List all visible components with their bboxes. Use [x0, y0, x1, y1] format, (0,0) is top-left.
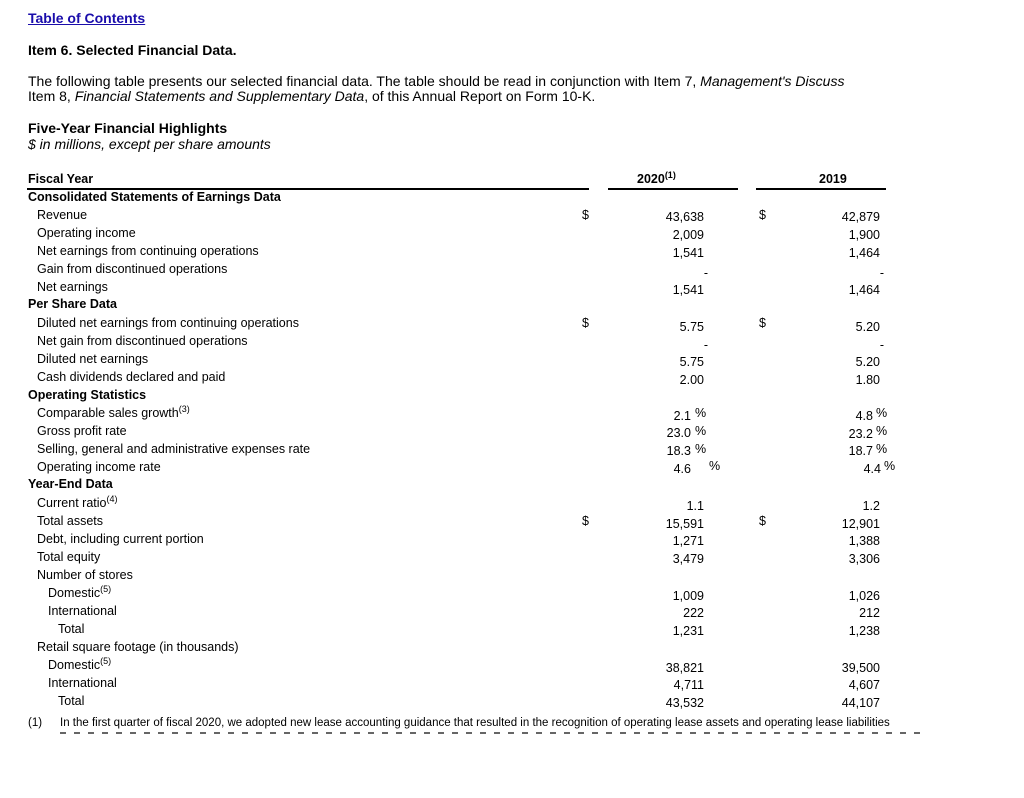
row-label-number-of-stores: Number of stores	[37, 568, 133, 582]
row-label-sqft-international: International	[48, 676, 117, 690]
currency-total-assets-2019: $	[759, 514, 766, 528]
footnote-cutoff-line	[60, 732, 920, 734]
row-label-net-gain-discontinued: Net gain from discontinued operations	[37, 334, 248, 348]
pct-operating-income-rate-2019: %	[884, 459, 896, 473]
value-sqft-domestic-2019: 39,500	[841, 661, 880, 675]
pct-gross-profit-2019: %	[876, 424, 888, 438]
value-stores-total-2020: 1,231	[672, 624, 704, 638]
sqft-domestic-text: Domestic	[48, 658, 101, 672]
value-net-earnings-continuing-2019: 1,464	[848, 246, 880, 260]
currency-diluted-2020: $	[582, 316, 589, 330]
intro-line-1	[28, 74, 844, 89]
value-operating-income-rate-2020: 4.6	[673, 462, 691, 476]
currency-revenue-2020: $	[582, 208, 589, 222]
row-label-total-assets: Total assets	[37, 514, 104, 528]
col-2020-header	[637, 169, 676, 186]
row-label-operating-income: Operating income	[37, 226, 136, 240]
value-net-earnings-2020: 1,541	[672, 283, 704, 297]
stores-domestic-text: Domestic	[48, 586, 101, 600]
value-total-assets-2020: 15,591	[665, 517, 704, 531]
col-2020-label: 2020	[637, 172, 665, 186]
currency-revenue-2019: $	[759, 208, 766, 222]
value-gross-profit-2019: 23.2	[848, 427, 873, 441]
value-total-assets-2019: 12,901	[841, 517, 880, 531]
value-sqft-international-2019: 4,607	[848, 678, 880, 692]
comparable-sales-footnote-ref: (3)	[178, 403, 190, 414]
col-2019-header: 2019	[819, 172, 847, 186]
row-label-net-earnings-continuing: Net earnings from continuing operations	[37, 244, 259, 258]
value-gain-discontinued-2020: -	[703, 266, 708, 280]
value-net-gain-discontinued-2020: -	[703, 338, 708, 352]
value-current-ratio-2019: 1.2	[862, 499, 880, 513]
section-year-end: Year-End Data	[28, 477, 113, 491]
currency-diluted-2019: $	[759, 316, 766, 330]
item-title: Item 6. Selected Financial Data.	[28, 42, 237, 58]
stores-domestic-footnote-ref: (5)	[100, 583, 112, 594]
row-label-sqft-domestic	[48, 655, 112, 672]
value-diluted-continuing-2020: 5.75	[679, 320, 704, 334]
header-rule-2020	[608, 188, 738, 190]
pct-comparable-sales-2020: %	[695, 406, 707, 420]
footnote-cutoff-dashes	[60, 732, 920, 734]
value-comparable-sales-2020: 2.1	[673, 409, 691, 423]
value-current-ratio-2020: 1.1	[686, 499, 704, 513]
value-revenue-2019: 42,879	[841, 210, 880, 224]
pct-comparable-sales-2019: %	[876, 406, 888, 420]
pct-sga-rate-2020: %	[695, 442, 707, 456]
intro-text-2a: Item 8,	[28, 88, 75, 104]
value-stores-domestic-2020: 1,009	[672, 589, 704, 603]
row-label-dividends: Cash dividends declared and paid	[37, 370, 226, 384]
intro-text-1b: Management's Discuss	[700, 73, 845, 89]
value-stores-domestic-2019: 1,026	[848, 589, 880, 603]
value-sga-rate-2020: 18.3	[666, 444, 691, 458]
value-gain-discontinued-2019: -	[879, 266, 884, 280]
row-label-diluted-net: Diluted net earnings	[37, 352, 149, 366]
value-sqft-total-2019: 44,107	[841, 696, 880, 710]
header-rule-2019	[756, 188, 886, 190]
section-operating-statistics: Operating Statistics	[28, 388, 147, 402]
pct-sga-rate-2019: %	[876, 442, 888, 456]
value-diluted-net-2019: 5.20	[855, 355, 880, 369]
value-total-equity-2020: 3,479	[672, 552, 704, 566]
footnote-text: In the first quarter of fiscal 2020, we adopted new lease accounting guidance that resulted in the recognition of operating lease assets and operating lease liabilities	[60, 717, 890, 729]
value-stores-international-2020: 222	[683, 606, 704, 620]
value-diluted-net-2020: 5.75	[679, 355, 704, 369]
intro-text-2b: Financial Statements and Supplementary Data	[74, 88, 365, 104]
section-per-share: Per Share Data	[28, 297, 117, 311]
current-ratio-text: Current ratio	[37, 496, 107, 510]
value-net-earnings-2019: 1,464	[848, 283, 880, 297]
value-diluted-continuing-2019: 5.20	[855, 320, 880, 334]
value-total-equity-2019: 3,306	[848, 552, 880, 566]
value-sga-rate-2019: 18.7	[848, 444, 873, 458]
value-dividends-2019: 1.80	[855, 373, 880, 387]
row-label-current-ratio	[37, 493, 118, 510]
row-label-revenue: Revenue	[37, 208, 88, 222]
footnote-marker: (1)	[28, 717, 43, 729]
row-label-retail-square-footage: Retail square footage (in thousands)	[37, 640, 239, 654]
value-net-gain-discontinued-2019: -	[879, 338, 884, 352]
row-label-debt: Debt, including current portion	[37, 532, 204, 546]
fiscal-year-label: Fiscal Year	[28, 172, 94, 186]
row-label-stores-total: Total	[58, 622, 85, 636]
table-of-contents-link[interactable]: Table of Contents	[28, 10, 146, 26]
value-net-earnings-continuing-2020: 1,541	[672, 246, 704, 260]
value-sqft-domestic-2020: 38,821	[665, 661, 704, 675]
row-label-diluted-continuing: Diluted net earnings from continuing operations	[37, 316, 299, 330]
row-label-sqft-total: Total	[58, 694, 85, 708]
intro-line-2	[28, 89, 595, 104]
sqft-domestic-footnote-ref: (5)	[100, 655, 112, 666]
col-2020-footnote-ref: (1)	[664, 169, 676, 180]
value-operating-income-rate-2019: 4.4	[863, 462, 881, 476]
row-label-sga-rate: Selling, general and administrative expenses rate	[37, 442, 311, 456]
value-debt-2020: 1,271	[672, 534, 704, 548]
section-earnings: Consolidated Statements of Earnings Data	[28, 190, 281, 204]
row-label-total-equity: Total equity	[37, 550, 101, 564]
intro-text-1a: The following table presents our selected financial data. The table should be read in conjunction with Item 7,	[28, 73, 701, 89]
value-operating-income-2020: 2,009	[672, 228, 704, 242]
value-revenue-2020: 43,638	[665, 210, 704, 224]
value-stores-total-2019: 1,238	[848, 624, 880, 638]
comparable-sales-text: Comparable sales growth	[37, 406, 179, 420]
intro-text-2c: , of this Annual Report on Form 10-K.	[364, 88, 596, 104]
value-comparable-sales-2019: 4.8	[855, 409, 873, 423]
row-label-stores-international: International	[48, 604, 117, 618]
value-operating-income-2019: 1,900	[848, 228, 880, 242]
current-ratio-footnote-ref: (4)	[106, 493, 118, 504]
row-label-comparable-sales	[37, 403, 190, 420]
value-sqft-total-2020: 43,532	[665, 696, 704, 710]
pct-operating-income-rate-2020: %	[709, 459, 721, 473]
row-label-net-earnings: Net earnings	[37, 280, 108, 294]
value-stores-international-2019: 212	[859, 606, 880, 620]
value-debt-2019: 1,388	[848, 534, 880, 548]
value-dividends-2020: 2.00	[679, 373, 704, 387]
highlights-subtitle: $ in millions, except per share amounts	[28, 136, 271, 152]
row-label-gross-profit: Gross profit rate	[37, 424, 127, 438]
row-label-gain-discontinued: Gain from discontinued operations	[37, 262, 228, 276]
row-label-operating-income-rate: Operating income rate	[37, 460, 161, 474]
pct-gross-profit-2020: %	[695, 424, 707, 438]
value-gross-profit-2020: 23.0	[666, 426, 691, 440]
highlights-title: Five-Year Financial Highlights	[28, 120, 228, 136]
currency-total-assets-2020: $	[582, 514, 589, 528]
row-label-stores-domestic	[48, 583, 112, 600]
value-sqft-international-2020: 4,711	[673, 678, 704, 692]
